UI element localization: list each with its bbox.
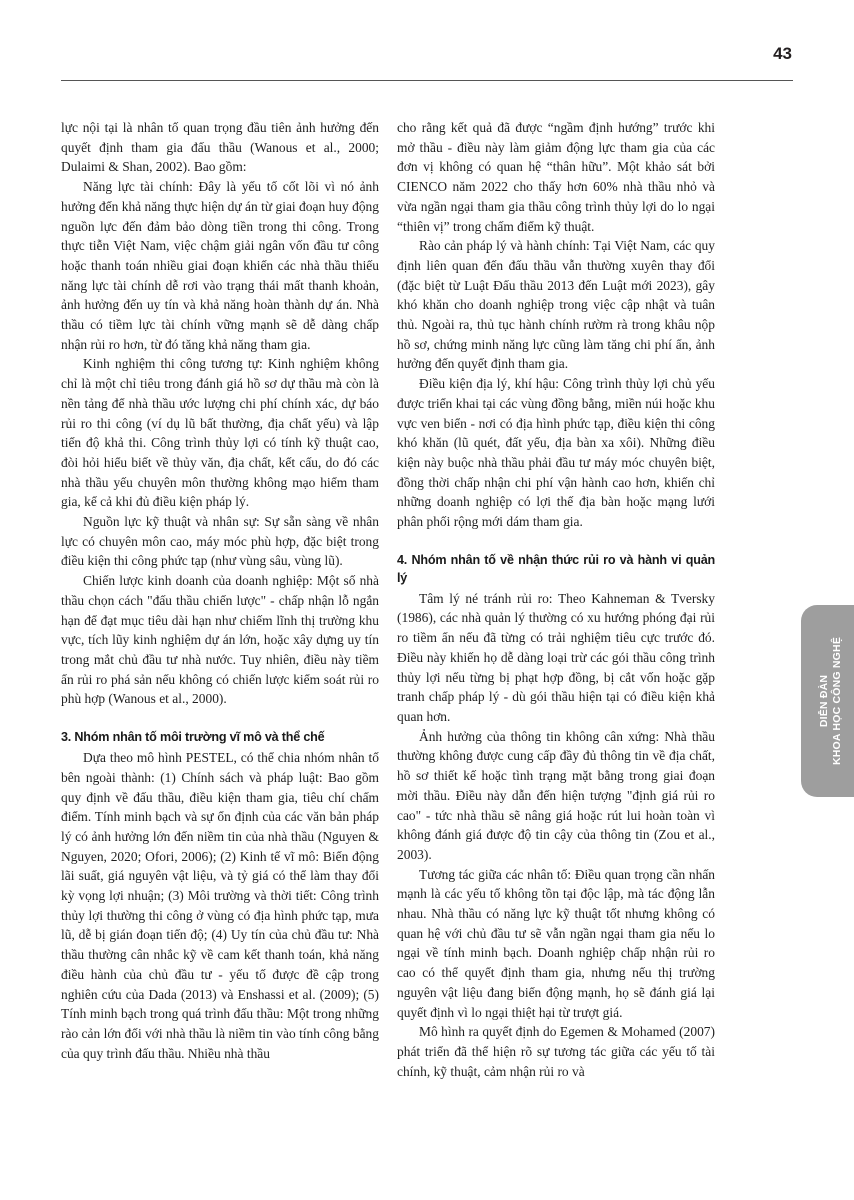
- paragraph: Năng lực tài chính: Đây là yếu tố cốt lõi vì nó ảnh hưởng đến khả năng thực hiện dự án từ giai đoạn huy động nguồn lực đến đảm bảo dòng tiền trong thi công. Trong thực tiễn Việt Nam, việc chậm giải ngân vốn đầu tư công hoặc thanh toán nhiều giai đoạn khiến các nhà thầu thiếu năng lực tài chính dễ rơi vào trạng thái mất thanh khoản, ảnh hưởng đến uy tín và khả năng hoàn thành dự án. Nhà thầu có tiềm lực tài chính vững mạnh sẽ dễ dàng chấp nhận rủi ro hơn, từ đó tăng khả năng tham gia.: [61, 179, 379, 352]
- paragraph: Dựa theo mô hình PESTEL, có thể chia nhóm nhân tố bên ngoài thành: (1) Chính sách và pháp luật: Bao gồm quy định về đấu thầu, điều kiện tham gia, tiêu chí chấm điểm. Tính minh bạch và sự ổn định của các văn bản pháp lý có ảnh hưởng lớn đến niềm tin của nhà thầu (Nguyen & Nguyen, 2020; Ofori, 2006); (2) Kinh tế vĩ mô: Biến động lãi suất, giá nguyên vật liệu, và tỷ giá có thể làm thay đổi kỳ vọng lợi nhuận; (3) Môi trường và thời tiết: Công trình thủy lợi thường thi công ở vùng có địa hình phức tạp, mưa lũ, dễ bị gián đoạn tiến độ; (4) Uy tín của chủ đầu tư: Nhà thầu thường cân nhắc kỹ về cam kết thanh toán, khả năng điều hành của chủ đầu tư - yếu tố được đề cập trong nghiên cứu của Dada (2013) và Enshassi et al. (2009); (5) Tính minh bạch trong quá trình đấu thầu: Một trong những rào cản lớn đối với nhà thầu là niềm tin vào tính công bằng của quy trình đấu thầu. Nhiều nhà thầu: [61, 750, 379, 1061]
- paragraph: Nguồn lực kỹ thuật và nhân sự: Sự sẵn sàng về nhân lực có chuyên môn cao, máy móc phù hợp, đặc biệt trong điều kiện thi công phức tạp (như vùng sâu, vùng lũ).: [61, 514, 379, 569]
- section-side-tab: [801, 605, 854, 797]
- paragraph: Rào cản pháp lý và hành chính: Tại Việt Nam, các quy định liên quan đến đấu thầu vẫn thường xuyên thay đổi (đặc biệt từ Luật Đấu thầu 2013 đến Luật mới 2023), gây khó khăn cho doanh nghiệp trong việc cập nhật và tuân thủ. Ngoài ra, thủ tục hành chính rườm rà trong khâu nộp hồ sơ, chứng minh năng lực cũng làm tăng chi phí ẩn, ảnh hưởng đến quyết định tham gia.: [397, 238, 715, 372]
- side-tab-line-2: KHOA HỌC CÔNG NGHỆ: [831, 636, 843, 766]
- right-column: [397, 118, 715, 1081]
- paragraph: Tương tác giữa các nhân tố: Điều quan trọng cần nhấn mạnh là các yếu tố không tồn tại độc lập, mà tác động lẫn nhau. Nhà thầu có năng lực kỹ thuật tốt nhưng không có quan hệ với chủ đầu tư sẽ vẫn ngần ngại tham gia nếu lo ngại về tính minh bạch. Doanh nghiệp chấp nhận rủi ro cao có thể quyết định tham gia, nhưng nếu thị trường nguyên vật liệu đang biến động mạnh, họ sẽ đánh giá lại quyết định vì lo ngại thiệt hại từ trượt giá.: [397, 866, 715, 1020]
- paragraph: lực nội tại là nhân tố quan trọng đầu tiên ảnh hưởng đến quyết định tham gia đấu thầu (Wanous et al., 2000; Dulaimi & Shan, 2002). Bao gồm:: [61, 120, 379, 175]
- paragraph: Ảnh hưởng của thông tin không cân xứng: Nhà thầu thường không được cung cấp đầy đủ thông tin về địa chất, hồ sơ thiết kế hoặc tình trạng mặt bằng trong giai đoạn mời thầu. Điều này dẫn đến hiện tượng "định giá rủi ro cao" - tức nhà thầu sẽ nâng giá hoặc rút lui hoàn toàn vì không đánh giá được độ tin cậy của thông tin (Zou et al., 2003).: [397, 728, 715, 862]
- side-tab-line-1: DIỄN ĐÀN: [818, 674, 830, 728]
- side-tab-label: [818, 637, 844, 765]
- page-number: 43: [773, 44, 792, 63]
- header-rule: [61, 80, 793, 81]
- paragraph: cho rằng kết quả đã được “ngầm định hướng” trước khi mở thầu - điều này làm giảm động lực tham gia của các đơn vị không có quan hệ “thân hữu”. Một khảo sát bởi CIENCO năm 2022 cho thấy hơn 60% nhà thầu nhỏ và vừa ngần ngại tham gia thầu công trình thủy lợi do lo ngại “thiên vị” trong chấm điểm kỹ thuật.: [397, 120, 715, 234]
- paragraph: Kinh nghiệm thi công tương tự: Kinh nghiệm không chỉ là một chỉ tiêu trong đánh giá hồ sơ dự thầu mà còn là nền tảng để nhà thầu ước lượng chi phí chính xác, dự báo rủi ro thi công (ví dụ lũ bất thường, địa chất yếu) và lập tiến độ khả thi. Công trình thủy lợi có tính kỹ thuật cao, đòi hỏi hiểu biết về thủy văn, địa chất, kết cấu, do đó các nhà thầu yếu chuyên môn thường không mạo hiểm tham gia, kể cả khi đủ điều kiện pháp lý.: [61, 356, 379, 510]
- paragraph: Điều kiện địa lý, khí hậu: Công trình thủy lợi chủ yếu được triển khai tại các vùng đồng bằng, miền núi hoặc khu vực ven biển - nơi có địa hình phức tạp, điều kiện thi công khó khăn (lũ quét, đất yếu, địa bàn xa xôi). Những điều kiện này buộc nhà thầu phải đầu tư máy móc chuyên biệt, đồng thời chấp nhận chi phí vận hành cao hơn, khiến chỉ những doanh nghiệp có lợi thế địa bàn hoặc mạng lưới phân phối rộng mới dám tham gia.: [397, 376, 715, 530]
- left-column: [61, 118, 379, 1063]
- section-heading-4: 4. Nhóm nhân tố về nhận thức rủi ro và hành vi quản lý: [397, 552, 715, 585]
- paragraph: Mô hình ra quyết định do Egemen & Mohamed (2007) phát triển đã thể hiện rõ sự tương tác giữa các yếu tố tài chính, kỹ thuật, cảm nhận rủi ro và: [397, 1024, 715, 1079]
- paragraph: Chiến lược kinh doanh của doanh nghiệp: Một số nhà thầu chọn cách "đấu thầu chiến lược" - chấp nhận lỗ ngắn hạn để đạt mục tiêu dài hạn như chiếm lĩnh thị trường khu vực, tích lũy kinh nghiệm dự án lớn, hoặc xây dựng uy tín trong mắt chủ đầu tư nhà nước. Tuy nhiên, điều này tiềm ẩn rủi ro phá sản nếu không có chiến lược kiểm soát rủi ro phù hợp (Wanous et al., 2000).: [61, 573, 379, 707]
- paragraph: Tâm lý né tránh rủi ro: Theo Kahneman & Tversky (1986), các nhà quản lý thường có xu hướng phóng đại rủi ro tiềm ẩn nếu đã từng có trải nghiệm tiêu cực trước đó. Điều này khiến họ dễ dàng loại trừ các gói thầu công trình thủy lợi nếu từng bị phạt hợp đồng, bị cắt vốn hoặc gặp tranh chấp pháp lý - dù gói thầu hiện tại có điều kiện khả quan hơn.: [397, 590, 715, 724]
- section-heading-3: 3. Nhóm nhân tố môi trường vĩ mô và thể chế: [61, 730, 325, 745]
